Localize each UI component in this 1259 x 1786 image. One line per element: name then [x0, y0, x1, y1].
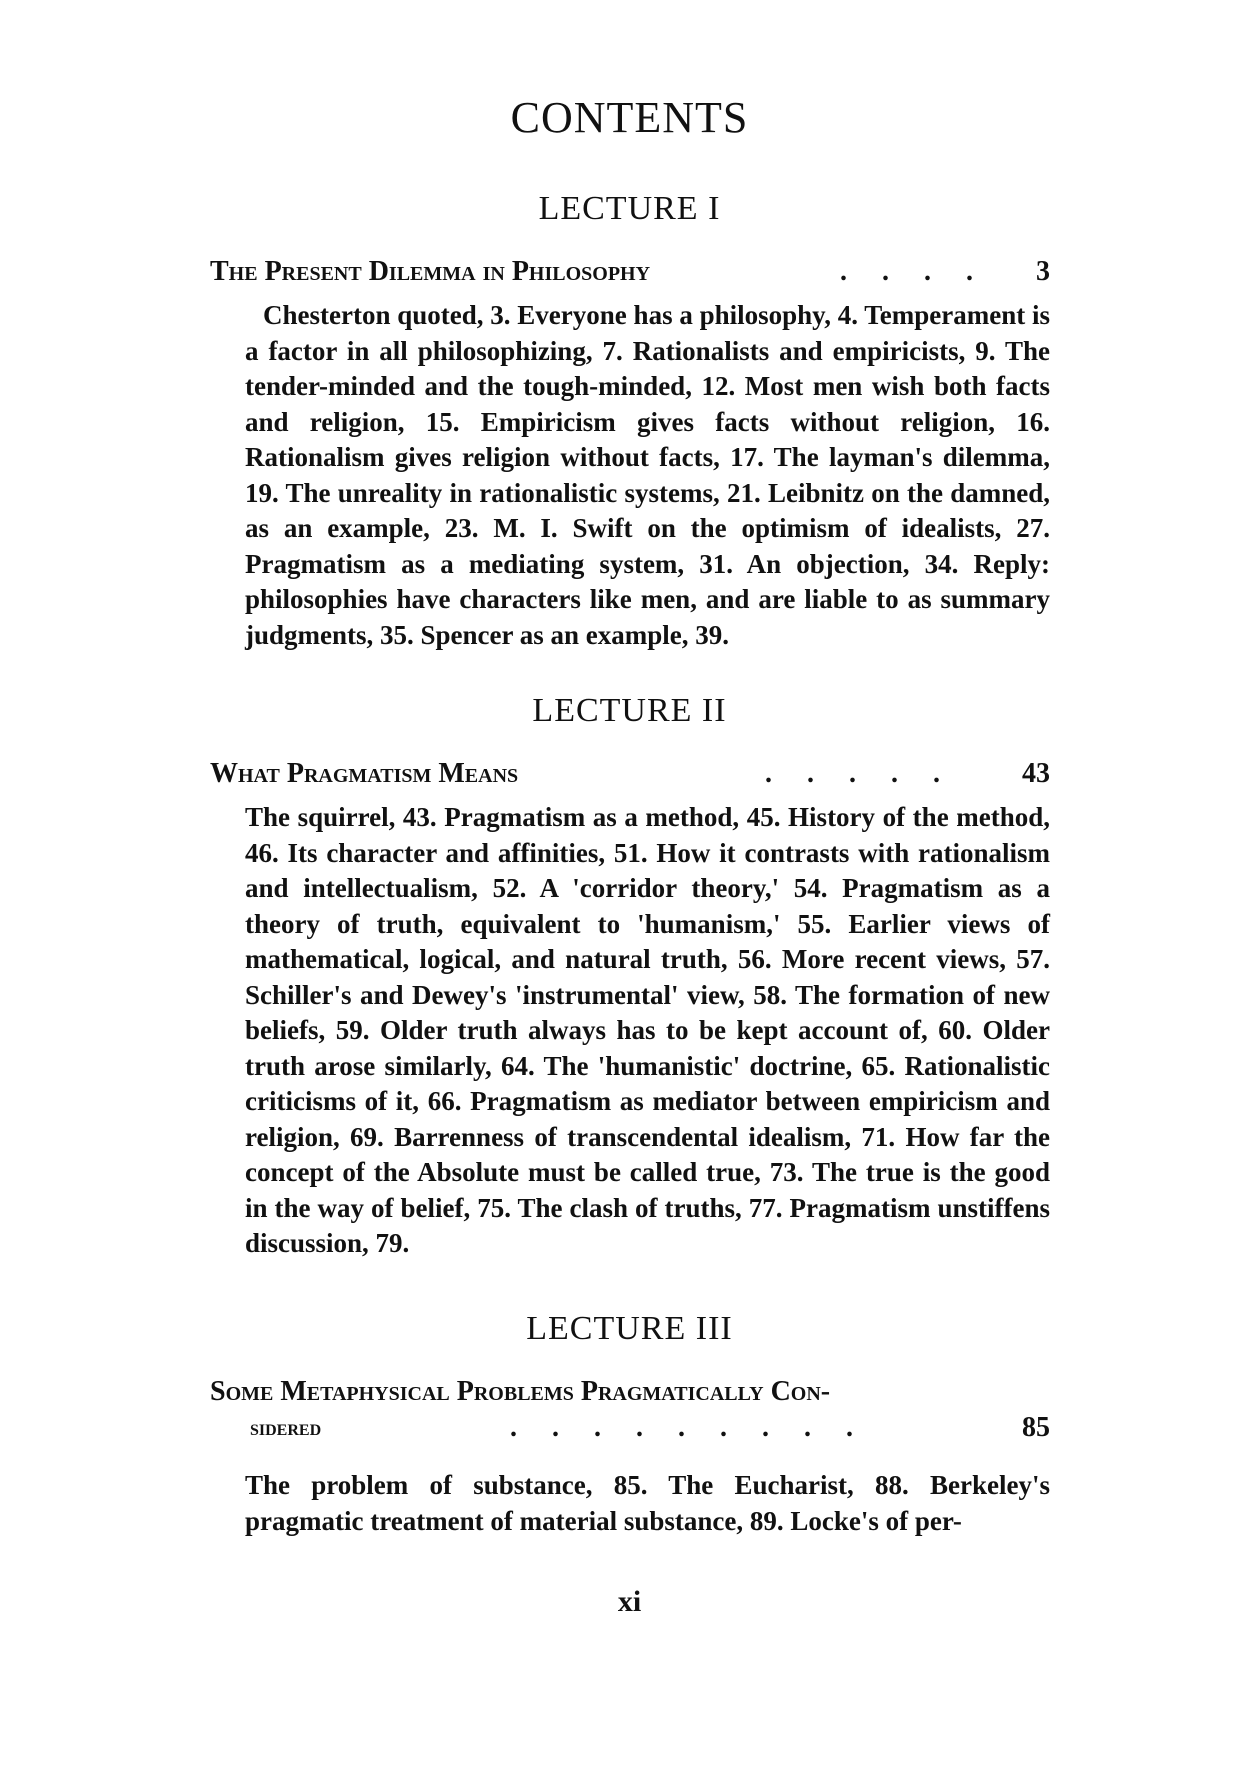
lecture-summary-3: The problem of substance, 85. The Eucharist, 88. Berkeley's pragmatic treatment of material substance, 89. Locke's of per-: [245, 1470, 1050, 1536]
lecture-heading-3: LECTURE III: [526, 1310, 733, 1347]
leader-dots: . . . . . . . . .: [510, 1412, 867, 1443]
page-title: CONTENTS: [510, 93, 749, 142]
toc-entry-row: [210, 756, 1050, 792]
toc-entry-row: [210, 1410, 1050, 1446]
entry-page-number: 43: [1022, 758, 1050, 789]
toc-entry-row: [210, 254, 1050, 290]
leader-dots: . . . . .: [765, 758, 954, 789]
toc-entry-lecture-1: [210, 254, 1050, 290]
lecture-summary-1: Chesterton quoted, 3. Everyone has a philosophy, 4. Temperament is a factor in all philosophizing, 7. Rationalists and empiricists, 9. The tender-minded and the tough-minded, 12. Most men wish both facts and religion, 15. Empiricism gives facts without religion, 16. Rationalism gives religion without facts, 17. The layman's dilemma, 19. The unreality in rationalistic systems, 21. Leibnitz on the damned, as an example, 23. M. I. Swift on the optimism of idealists, 27. Pragmatism as a mediating system, 31. An objection, 34. Reply: philosophies have characters like men, and are liable to as summary judgments, 35. Spencer as an example, 39.: [245, 300, 1050, 650]
lecture-summary-2: The squirrel, 43. Pragmatism as a method, 45. History of the method, 46. Its character and affinities, 51. How it contrasts with rationalism and intellectualism, 52. A 'corridor theory,' 54. Pragmatism as a theory of truth, equivalent to 'humanism,' 55. Earlier views of mathematical, logical, and natural truth, 56. More recent views, 57. Schiller's and Dewey's 'instrumental' view, 58. The formation of new beliefs, 59. Older truth always has to be kept account of, 60. Older truth arose similarly, 64. The 'humanistic' doctrine, 65. Rationalistic criticisms of it, 66. Pragmatism as mediator between empiricism and religion, 69. Barrenness of transcendental idealism, 71. How far the concept of the Absolute must be called true, 73. The true is the good in the way of belief, 75. The clash of truths, 77. Pragmatism unstiffens discussion, 79.: [245, 802, 1050, 1258]
entry-page-number: 85: [1022, 1412, 1050, 1443]
entry-title: The Present Dilemma in Philosophy: [210, 256, 651, 287]
entry-title-line-1: Some Metaphysical Problems Pragmatically Con-: [210, 1376, 831, 1407]
entry-page-number: 3: [1036, 256, 1050, 287]
entry-title-line-2: sidered: [250, 1415, 322, 1440]
page-folio: xi: [617, 1585, 642, 1618]
toc-entry-row: [210, 1374, 1050, 1410]
toc-entry-lecture-3: [210, 1374, 1050, 1446]
lecture-heading-1: LECTURE I: [538, 190, 721, 227]
leader-dots: . . . .: [840, 256, 987, 287]
toc-entry-lecture-2: [210, 756, 1050, 792]
lecture-heading-2: LECTURE II: [532, 692, 727, 729]
entry-title: What Pragmatism Means: [210, 758, 519, 789]
